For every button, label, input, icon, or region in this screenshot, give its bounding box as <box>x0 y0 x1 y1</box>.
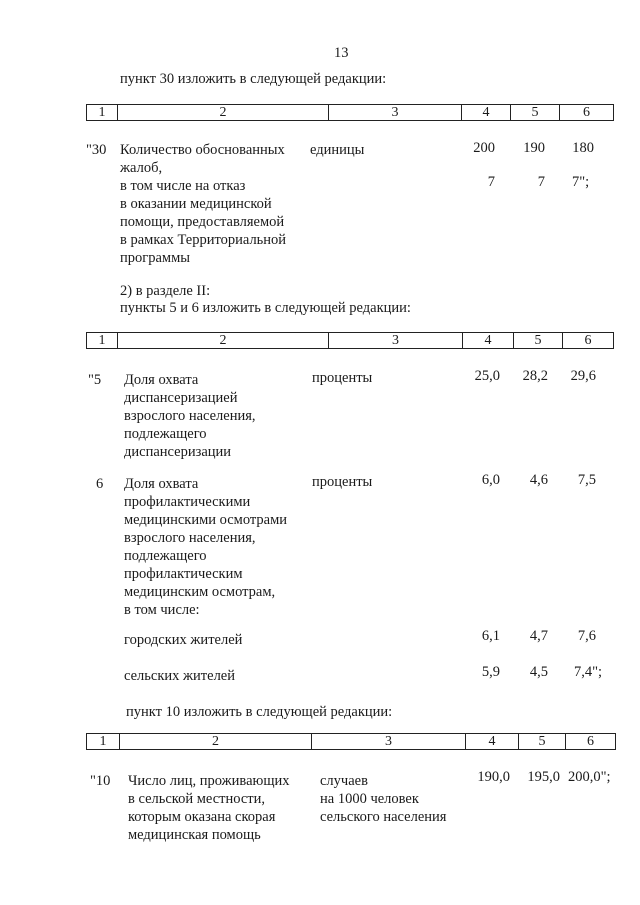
table2-row6-value-col4: 6,0 <box>481 472 500 488</box>
table2-header-col4: 4 <box>484 333 492 348</box>
table3-row-unit: случаев на 1000 человек сельского населения <box>320 773 447 825</box>
table3-row-value-col6: 200,0"; <box>568 769 611 785</box>
table1-row-name: Количество обоснованных жалоб, в том числе на отказ в оказании медицинской помощи, предоставляемой в рамках Территориальной программы <box>120 142 287 266</box>
table3-header <box>86 733 616 750</box>
section2-heading: 2) в разделе II: <box>120 283 211 299</box>
table2-row5-value-col4: 25,0 <box>474 368 500 384</box>
table3-header-col2: 2 <box>212 734 219 749</box>
section2-instruction: пункты 5 и 6 изложить в следующей редакции: <box>120 300 411 316</box>
table3-header-col5: 5 <box>538 734 546 749</box>
table3-header-col4: 4 <box>488 734 496 749</box>
table2-header-col3: 3 <box>392 333 399 348</box>
table3-row-name: Число лиц, проживающих в сельской местности, которым оказана скорая медицинская помощь <box>128 773 290 843</box>
table2-row6-unit: проценты <box>312 474 373 490</box>
table2-row6-value-col5: 4,6 <box>529 472 548 488</box>
intro-paragraph-3: пункт 10 изложить в следующей редакции: <box>126 704 393 720</box>
table2-urban-value-col6: 7,6 <box>577 628 596 644</box>
table2-row5-value-col5: 28,2 <box>522 368 548 384</box>
table2-rural-value-col4: 5,9 <box>481 664 500 680</box>
table3-header-col3: 3 <box>385 734 392 749</box>
table2-header-col1: 1 <box>98 333 106 348</box>
table1-subrow-value-col5: 7 <box>537 174 545 190</box>
table1-header <box>86 104 614 121</box>
table1-header-col5: 5 <box>531 105 539 120</box>
table2-urban-value-col4: 6,1 <box>481 628 500 644</box>
table2-header-col6: 6 <box>584 333 592 348</box>
table1-row-unit: единицы <box>310 142 365 158</box>
table1-header-col2: 2 <box>219 105 227 120</box>
table1-subrow-value-col6: 7"; <box>572 174 590 190</box>
table2-header-col2: 2 <box>219 333 227 348</box>
page-number: 13 <box>334 45 349 61</box>
table1-header-col1: 1 <box>98 105 106 120</box>
table2-rural-label: сельских жителей <box>124 668 235 684</box>
table1-subrow-value-col4: 7 <box>487 174 495 190</box>
table2-header-col5: 5 <box>534 333 542 348</box>
table2-rural-value-col6: 7,4"; <box>574 664 603 680</box>
table2-row5-unit: проценты <box>312 370 373 386</box>
table3-header-col1: 1 <box>99 734 107 749</box>
table2-row6-number: 6 <box>96 476 104 492</box>
table1-row-number: "30 <box>86 142 107 158</box>
table3-row-value-col5: 195,0 <box>527 769 560 785</box>
table2-urban-label: городских жителей <box>124 632 243 648</box>
table3-row-number: "10 <box>90 773 111 789</box>
table2-row5-number: "5 <box>88 372 102 388</box>
table2-row5-value-col6: 29,6 <box>570 368 596 384</box>
table2-rural-value-col5: 4,5 <box>529 664 548 680</box>
table1-header-col6: 6 <box>583 105 590 120</box>
table3-row-value-col4: 190,0 <box>477 769 510 785</box>
table1-row-value-col4: 200 <box>473 140 495 156</box>
table1-header-col3: 3 <box>391 105 399 120</box>
table1-row-value-col5: 190 <box>523 140 545 156</box>
table2-header <box>86 332 614 349</box>
table2-urban-value-col5: 4,7 <box>529 628 548 644</box>
table2-row6-value-col6: 7,5 <box>577 472 596 488</box>
table2-row5-name: Доля охвата диспансеризацией взрослого населения, подлежащего диспансеризации <box>124 372 256 460</box>
table1-header-col4: 4 <box>482 105 490 120</box>
table3-header-col6: 6 <box>587 734 594 749</box>
intro-paragraph-1: пункт 30 изложить в следующей редакции: <box>120 71 387 87</box>
table2-row6-name: Доля охвата профилактическими медицинскими осмотрами взрослого населения, подлежащего профилактическим медицинским осмотрам, в том числе: <box>124 476 288 618</box>
table1-row-value-col6: 180 <box>572 140 594 156</box>
